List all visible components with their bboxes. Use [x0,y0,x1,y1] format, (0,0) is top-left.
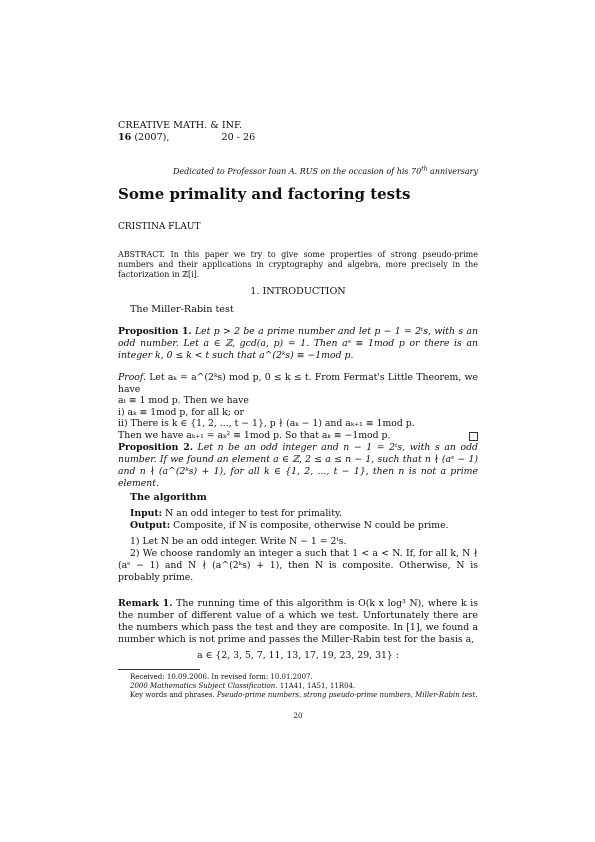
algorithm-step-1: 1) Let N be an odd integer. Write N − 1 = 2ᵗs. [130,536,347,547]
journal-volume: 16 [118,132,132,143]
algorithm-step-2: 2) We choose randomly an integer a such that 1 < a < N. If, for all k, N ∤ (aˢ − 1) and N ∤ (a^(2ᵏs) + 1), then N is composite. Otherwise, N is probably prime. [118,548,478,583]
proof-line-5: Then we have aₖ₊₁ = aₖ² ≡ 1mod p. So that aₖ ≡ −1mod p. [118,429,391,441]
author-name: CRISTINA FLAUT [118,222,201,232]
dedication [118,164,478,177]
algorithm-io [130,508,478,532]
remark-1 [118,598,478,646]
proposition-1 [118,326,478,362]
footnote-msc-label: 2000 Mathematics Subject Classification. [130,682,278,690]
proposition-2 [118,442,478,490]
dedication-end: anniversary [427,166,478,176]
proof-line-4: ii) There is k ∈ {1, 2, ..., t − 1}, p ∤ (aₖ − 1) and aₖ₊₁ ≡ 1mod p. [118,418,415,429]
journal-pages: 20 - 26 [221,132,256,143]
journal-name: CREATIVE MATH. & INF. [118,120,243,131]
footnote-rule [118,669,200,670]
abstract-text: In this paper we try to give some properties of strong pseudo-prime numbers and their applications in cryptography and algebra, more precisely in the factorization in ℤ[i]. [118,250,478,279]
journal-issue [118,132,255,144]
footnote-received: Received: 10.09.2006. In revised form: 10.01.2007. [130,673,313,681]
proof-line-3: i) aₖ ≡ 1mod p, for all k; or [118,406,244,418]
proof-line-2: aₜ ≡ 1 mod p. Then we have [118,395,249,406]
page-number: 20 [293,712,303,720]
prop2-label: Proposition 2. [118,442,193,453]
output-label: Output: [130,520,171,531]
set-formula: a ∈ {2, 3, 5, 7, 11, 13, 17, 19, 23, 29, 31} : [197,650,399,661]
abstract [118,250,478,280]
prop2-text: Let n be an odd integer and n − 1 = 2ᵗs, with s an odd number. If we found an element a ∈ ℤ, 2 ≤ a ≤ n − 1, such that n ∤ (aˢ − 1) and n ∤ (a^(2ᵏs) + 1), for all k ∈ {1, 2, ..., t − 1}, then n is not a prime element. [118,442,478,489]
output-text: Composite, if N is composite, otherwise N could be prime. [173,520,449,531]
remark-label: Remark 1. [118,598,173,609]
prop1-text: Let p > 2 be a prime number and let p − 1 = 2ᵗs, with s an odd number. Let a ∈ ℤ, gcd(a, p) = 1. Then aˢ ≡ 1mod p or there is an integer k, 0 ≤ k < t such that a^(2ᵏs) ≡ −1mod p. [118,326,478,361]
footnote-kw-label: Key words and phrases. [130,691,215,699]
journal-year: (2007), [134,132,170,143]
qed-square-icon [469,432,478,441]
algorithm-heading: The algorithm [130,492,207,503]
input-text: N an odd integer to test for primality. [165,508,342,519]
journal-header [118,120,255,144]
prop1-label: Proposition 1. [118,326,192,337]
input-label: Input: [130,508,163,519]
dedication-text: Dedicated to Professor Ioan A. RUS on the occasion of his 70 [173,166,422,176]
miller-rabin-heading: The Miller-Rabin test [130,304,234,315]
footnote-kw: Pseudo-prime numbers, strong pseudo-prime numbers, Miller-Rabin test. [216,691,478,699]
abstract-label: ABSTRACT. [118,250,166,259]
dedication-sup: th [421,165,428,172]
proof-block [118,372,478,441]
footnote-msc: 11A41, 1A51, 11R04. [279,682,356,690]
proof-line-1: Let aₖ = a^(2ᵏs) mod p, 0 ≤ k ≤ t. From Fermat's Little Theorem, we have [118,372,478,395]
proof-label: Proof. [118,372,146,383]
paper-title: Some primality and factoring tests [118,185,411,203]
footnotes [130,673,478,700]
remark-text: The running time of this algorithm is O(k x log³ N), where k is the number of different value of a which we test. Unfortunately there are the numbers which pass the test and they are composite. In [1], we found a number which is not prime and passes the Miller-Rabin test for the basis a, [118,598,478,645]
section-heading-introduction: 1. INTRODUCTION [250,286,346,297]
